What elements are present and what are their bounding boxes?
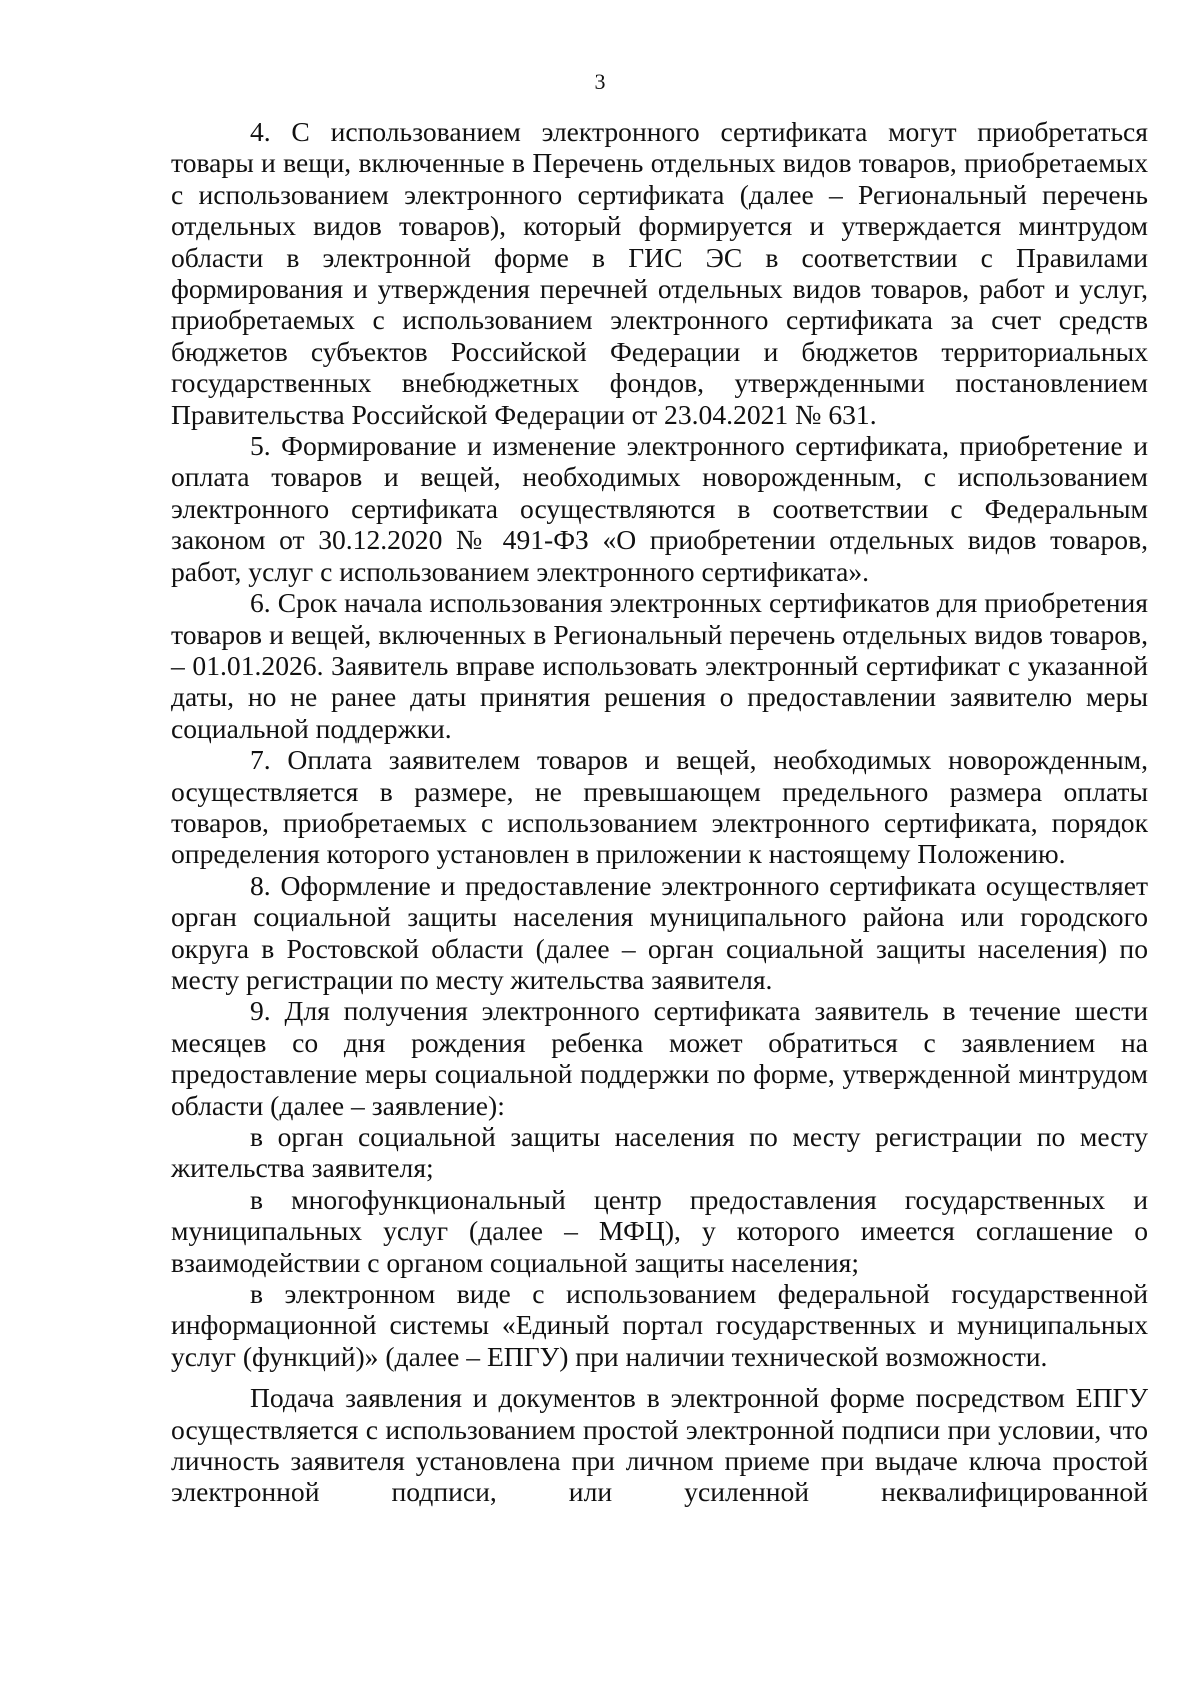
paragraph-4: 4. С использованием электронного сертификата могут приобретаться товары и вещи, включенные в Перечень отдельных видов товаров, приобретаемых с использованием электронного сертификата (далее – Региональный перечень отдельных видов товаров), который формируется и утверждается минтрудом области в электронной форме в ГИС ЭС в соответствии с Правилами формирования и утверждения перечней отдельных видов товаров, работ и услуг, приобретаемых с использованием электронного сертификата за счет средств бюджетов субъектов Российской Федерации и бюджетов территориальных государственных внебюджетных фондов, утвержденными постановлением Правительства Российской Федерации от 23.04.2021 № 631. xyxy=(171,116,1148,430)
paragraph-5: 5. Формирование и изменение электронного сертификата, приобретение и оплата товаров и вещей, необходимых новорожденным, с использованием электронного сертификата осуществляются в соответствии с Федеральным законом от 30.12.2020 № 491-ФЗ «О приобретении отдельных видов товаров, работ, услуг с использованием электронного сертификата». xyxy=(171,430,1148,587)
paragraph-8: 8. Оформление и предоставление электронного сертификата осуществляет орган социальной защиты населения муниципального района или городского округа в Ростовской области (далее – орган социальной защиты населения) по месту регистрации по месту жительства заявителя. xyxy=(171,869,1148,995)
list-item-epgu: в электронном виде с использованием федеральной государственной информационной системы «Единый портал государственных и муниципальных услуг (функций)» (далее – ЕПГУ) при наличии технической возможности. xyxy=(171,1278,1148,1372)
document-body xyxy=(171,116,1148,1508)
list-item-mfc: в многофункциональный центр предоставления государственных и муниципальных услуг (далее – МФЦ), у которого имеется соглашение о взаимодействии с органом социальной защиты населения; xyxy=(171,1183,1148,1278)
paragraph-6: 6. Срок начала использования электронных сертификатов для приобретения товаров и вещей, включенных в Региональный перечень отдельных видов товаров, – 01.01.2026. Заявитель вправе использовать электронный сертификат с указанной даты, но не ранее даты принятия решения о предоставлении заявителю меры социальной поддержки. xyxy=(171,587,1148,744)
paragraph-electronic-submission: Подача заявления и документов в электронной форме посредством ЕПГУ осуществляется с использованием простой электронной подписи при условии, что личность заявителя установлена при личном приеме при выдаче ключа простой электронной подписи, или усиленной неквалифицированной xyxy=(171,1382,1148,1508)
list-item-social-protection-body: в орган социальной защиты населения по месту регистрации по месту жительства заявителя; xyxy=(171,1121,1148,1184)
paragraph-7: 7. Оплата заявителем товаров и вещей, необходимых новорожденным, осуществляется в размере, не превышающем предельного размера оплаты товаров, приобретаемых с использованием электронного сертификата, порядок определения которого установлен в приложении к настоящему Положению. xyxy=(171,744,1148,870)
paragraph-9: 9. Для получения электронного сертификата заявитель в течение шести месяцев со дня рождения ребенка может обратиться с заявлением на предоставление меры социальной поддержки по форме, утвержденной минтрудом области (далее – заявление): xyxy=(171,995,1148,1121)
page-number: 3 xyxy=(594,69,606,94)
